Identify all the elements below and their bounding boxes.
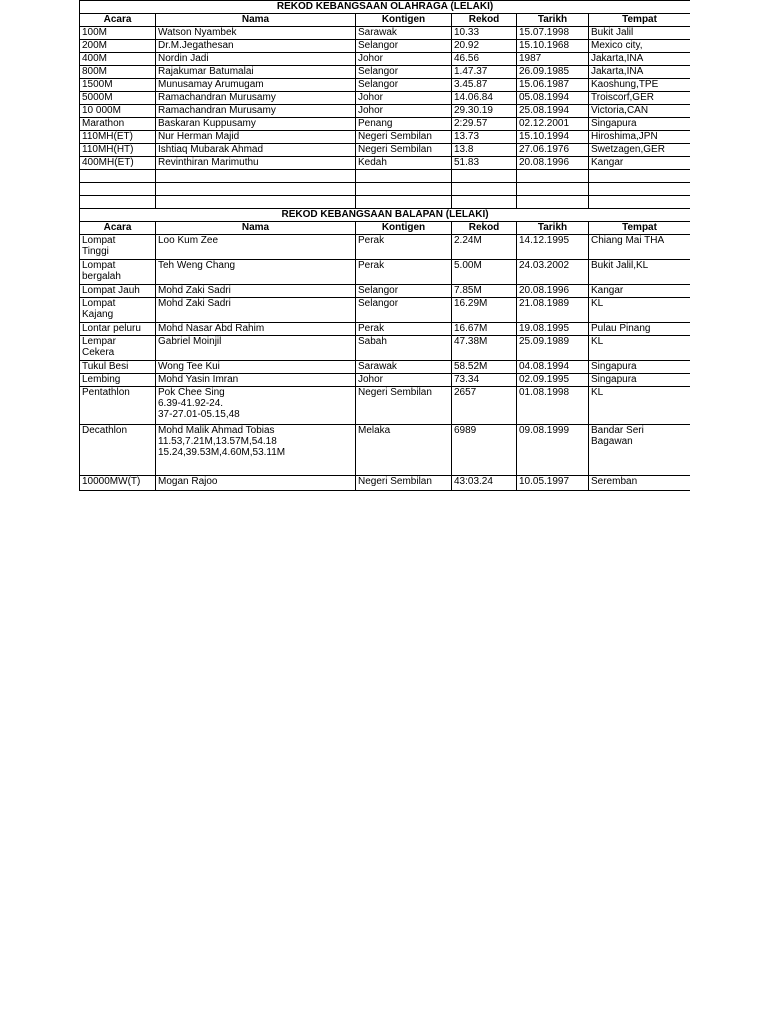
empty-row [80,183,691,196]
cell-rekod: 1.47.37 [452,66,517,79]
cell-kontigen: Selangor [356,298,452,323]
cell-rekod: 47.38M [452,336,517,361]
cell-kontigen: Johor [356,105,452,118]
cell-rekod: 2657 [452,387,517,425]
empty-cell [452,183,517,196]
cell-acara: Lembing [80,374,156,387]
section-title-row [80,209,691,222]
cell-nama: Munusamay Arumugam [156,79,356,92]
cell-acara: 10 000M [80,105,156,118]
cell-tempat: Chiang Mai THA [589,235,691,260]
cell-acara: 110MH(ET) [80,131,156,144]
cell-rekod: 73.34 [452,374,517,387]
cell-tarikh: 15.10.1968 [517,40,589,53]
cell-kontigen: Melaka [356,425,452,476]
cell-rekod: 29.30.19 [452,105,517,118]
cell-nama: Ramachandran Murusamy [156,105,356,118]
cell-acara: Lompat Kajang [80,298,156,323]
column-header-nama: Nama [156,222,356,235]
column-header-kontigen: Kontigen [356,14,452,27]
cell-tarikh: 15.07.1998 [517,27,589,40]
cell-acara: 200M [80,40,156,53]
cell-acara: Marathon [80,118,156,131]
cell-nama: Gabriel Moinjil [156,336,356,361]
cell-tempat: Bandar Seri Bagawan [589,425,691,476]
cell-tempat: Bukit Jalil,KL [589,260,691,285]
empty-cell [80,170,156,183]
cell-nama: Mohd Nasar Abd Rahim [156,323,356,336]
cell-nama: Mogan Rajoo [156,476,356,491]
cell-nama: Nordin Jadi [156,53,356,66]
table-row [80,144,691,157]
cell-tempat: Hiroshima,JPN [589,131,691,144]
cell-kontigen: Johor [356,92,452,105]
column-header-tempat: Tempat [589,14,691,27]
cell-rekod: 2.24M [452,235,517,260]
cell-tarikh: 01.08.1998 [517,387,589,425]
records-sheet [79,0,690,544]
table-row [80,118,691,131]
empty-cell [517,196,589,209]
cell-kontigen: Negeri Sembilan [356,387,452,425]
table-row [80,92,691,105]
cell-acara: Lompat Tinggi [80,235,156,260]
cell-kontigen: Johor [356,374,452,387]
cell-kontigen: Kedah [356,157,452,170]
section-title: REKOD KEBANGSAAN BALAPAN (LELAKI) [80,209,691,222]
cell-acara: 110MH(HT) [80,144,156,157]
table-row [80,40,691,53]
empty-cell [517,170,589,183]
column-header-kontigen: Kontigen [356,222,452,235]
cell-tarikh: 15.10.1994 [517,131,589,144]
cell-tempat: Singapura [589,361,691,374]
empty-cell [156,183,356,196]
empty-cell [452,170,517,183]
empty-cell [356,183,452,196]
cell-rekod: 16.29M [452,298,517,323]
cell-kontigen: Selangor [356,66,452,79]
cell-acara: Lompat bergalah [80,260,156,285]
empty-cell [356,170,452,183]
cell-kontigen: Negeri Sembilan [356,476,452,491]
cell-rekod: 13.8 [452,144,517,157]
table-row [80,387,691,425]
table-row [80,298,691,323]
cell-tempat: Kangar [589,285,691,298]
cell-rekod: 10.33 [452,27,517,40]
header-row [80,14,691,27]
cell-tarikh: 24.03.2002 [517,260,589,285]
column-header-acara: Acara [80,14,156,27]
cell-acara: Tukul Besi [80,361,156,374]
cell-acara: 400MH(ET) [80,157,156,170]
cell-nama: Nur Herman Majid [156,131,356,144]
cell-rekod: 20.92 [452,40,517,53]
cell-nama: Loo Kum Zee [156,235,356,260]
cell-kontigen: Sabah [356,336,452,361]
cell-nama: Ishtiaq Mubarak Ahmad [156,144,356,157]
cell-acara: Lompat Jauh [80,285,156,298]
cell-tarikh: 09.08.1999 [517,425,589,476]
table-row [80,323,691,336]
cell-tempat: KL [589,298,691,323]
cell-tarikh: 27.06.1976 [517,144,589,157]
cell-rekod: 14.06.84 [452,92,517,105]
empty-row [80,170,691,183]
table-row [80,235,691,260]
cell-kontigen: Selangor [356,40,452,53]
cell-tarikh: 15.06.1987 [517,79,589,92]
cell-kontigen: Perak [356,235,452,260]
cell-tempat: Singapura [589,374,691,387]
cell-tempat: Seremban [589,476,691,491]
cell-tempat: Mexico city, [589,40,691,53]
cell-nama: Baskaran Kuppusamy [156,118,356,131]
cell-rekod: 6989 [452,425,517,476]
cell-kontigen: Selangor [356,285,452,298]
table-row [80,361,691,374]
table-row [80,425,691,476]
table-row [80,336,691,361]
table-row [80,131,691,144]
cell-rekod: 16.67M [452,323,517,336]
cell-nama: Wong Tee Kui [156,361,356,374]
table-row [80,260,691,285]
empty-cell [80,196,156,209]
cell-kontigen: Perak [356,260,452,285]
cell-kontigen: Selangor [356,79,452,92]
records-table [79,0,690,491]
cell-tempat: Jakarta,INA [589,66,691,79]
empty-cell [356,196,452,209]
column-header-rekod: Rekod [452,14,517,27]
cell-kontigen: Sarawak [356,361,452,374]
cell-tempat: Bukit Jalil [589,27,691,40]
cell-tempat: Singapura [589,118,691,131]
empty-cell [589,196,691,209]
cell-nama: Mohd Yasin Imran [156,374,356,387]
cell-acara: Lontar peluru [80,323,156,336]
empty-cell [452,196,517,209]
cell-rekod: 58.52M [452,361,517,374]
cell-nama: Mohd Malik Ahmad Tobias 11.53,7.21M,13.57M,54.18 15.24,39.53M,4.60M,53.11M [156,425,356,476]
cell-tarikh: 02.12.2001 [517,118,589,131]
cell-tarikh: 20.08.1996 [517,157,589,170]
cell-kontigen: Negeri Sembilan [356,144,452,157]
cell-acara: 10000MW(T) [80,476,156,491]
table-row [80,79,691,92]
cell-kontigen: Negeri Sembilan [356,131,452,144]
cell-rekod: 46.56 [452,53,517,66]
cell-tempat: Victoria,CAN [589,105,691,118]
cell-nama: Revinthiran Marimuthu [156,157,356,170]
cell-nama: Teh Weng Chang [156,260,356,285]
cell-rekod: 51.83 [452,157,517,170]
empty-cell [589,170,691,183]
cell-tarikh: 02.09.1995 [517,374,589,387]
table-row [80,374,691,387]
cell-acara: 400M [80,53,156,66]
empty-cell [156,196,356,209]
table-row [80,476,691,491]
column-header-tarikh: Tarikh [517,222,589,235]
cell-nama: Mohd Zaki Sadri [156,298,356,323]
empty-cell [80,183,156,196]
cell-tarikh: 21.08.1989 [517,298,589,323]
column-header-nama: Nama [156,14,356,27]
table-row [80,53,691,66]
column-header-tempat: Tempat [589,222,691,235]
cell-kontigen: Sarawak [356,27,452,40]
cell-tarikh: 19.08.1995 [517,323,589,336]
cell-tempat: Jakarta,INA [589,53,691,66]
cell-nama: Watson Nyambek [156,27,356,40]
cell-tarikh: 04.08.1994 [517,361,589,374]
cell-acara: 5000M [80,92,156,105]
cell-kontigen: Perak [356,323,452,336]
cell-tarikh: 20.08.1996 [517,285,589,298]
table-row [80,66,691,79]
cell-acara: Pentathlon [80,387,156,425]
cell-acara: 100M [80,27,156,40]
section-title-row [80,1,691,14]
cell-tarikh: 25.09.1989 [517,336,589,361]
table-row [80,285,691,298]
cell-rekod: 13.73 [452,131,517,144]
column-header-tarikh: Tarikh [517,14,589,27]
cell-tarikh: 14.12.1995 [517,235,589,260]
empty-cell [517,183,589,196]
empty-cell [156,170,356,183]
cell-acara: Lempar Cekera [80,336,156,361]
cell-tempat: Kangar [589,157,691,170]
cell-tempat: Pulau Pinang [589,323,691,336]
cell-tarikh: 26.09.1985 [517,66,589,79]
cell-nama: Rajakumar Batumalai [156,66,356,79]
cell-tempat: KL [589,387,691,425]
cell-kontigen: Penang [356,118,452,131]
empty-row [80,196,691,209]
column-header-rekod: Rekod [452,222,517,235]
cell-tempat: Kaoshung,TPE [589,79,691,92]
cell-rekod: 7.85M [452,285,517,298]
header-row [80,222,691,235]
cell-kontigen: Johor [356,53,452,66]
cell-tempat: KL [589,336,691,361]
cell-acara: 1500M [80,79,156,92]
cell-nama: Dr.M.Jegathesan [156,40,356,53]
cell-tarikh: 1987 [517,53,589,66]
column-header-acara: Acara [80,222,156,235]
table-row [80,27,691,40]
cell-rekod: 2:29.57 [452,118,517,131]
cell-tarikh: 10.05.1997 [517,476,589,491]
cell-nama: Mohd Zaki Sadri [156,285,356,298]
cell-acara: Decathlon [80,425,156,476]
table-row [80,157,691,170]
cell-acara: 800M [80,66,156,79]
cell-rekod: 5.00M [452,260,517,285]
section-title: REKOD KEBANGSAAN OLAHRAGA (LELAKI) [80,1,691,14]
cell-nama: Ramachandran Murusamy [156,92,356,105]
cell-tarikh: 05.08.1994 [517,92,589,105]
cell-rekod: 3.45.87 [452,79,517,92]
cell-rekod: 43:03.24 [452,476,517,491]
table-row [80,105,691,118]
cell-nama: Pok Chee Sing 6.39-41.92-24. 37-27.01-05.15,48 [156,387,356,425]
cell-tarikh: 25.08.1994 [517,105,589,118]
cell-tempat: Swetzagen,GER [589,144,691,157]
empty-cell [589,183,691,196]
cell-tempat: Troiscorf,GER [589,92,691,105]
